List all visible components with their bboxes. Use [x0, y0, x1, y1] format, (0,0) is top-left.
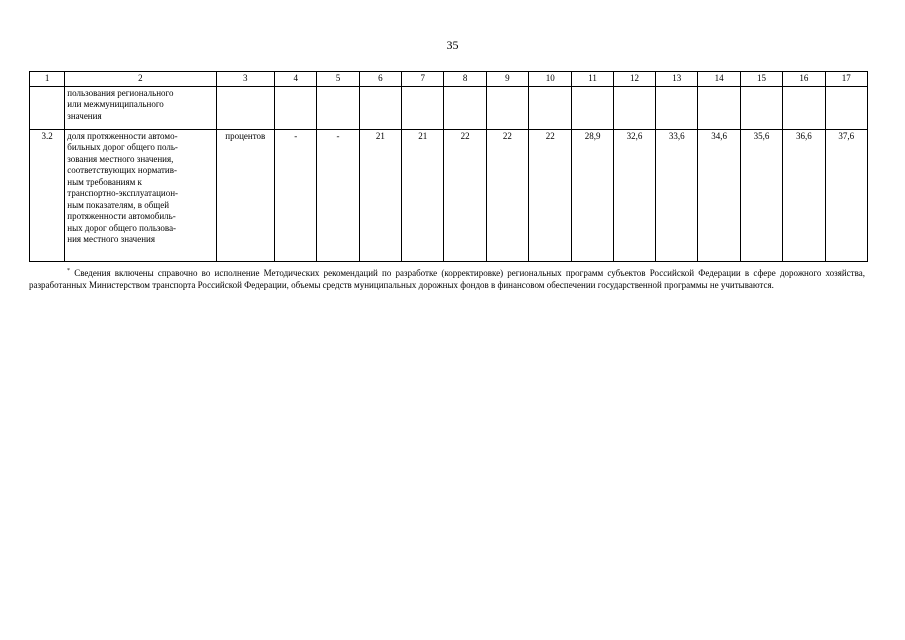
header-cell: 16: [783, 72, 825, 87]
table-row-3-2: [30, 129, 868, 261]
header-cell: 6: [359, 72, 401, 87]
value-cell: [486, 86, 528, 129]
value-cell: -: [275, 129, 317, 261]
header-cell: 4: [275, 72, 317, 87]
header-cell: 9: [486, 72, 528, 87]
header-cell: 12: [613, 72, 655, 87]
footnote: [29, 266, 865, 291]
header-cell: 3: [216, 72, 274, 87]
value-cell: 34,6: [698, 129, 740, 261]
value-cell: [825, 86, 868, 129]
footnote-paragraph: [29, 266, 865, 291]
value-cell: [783, 86, 825, 129]
header-cell: 13: [656, 72, 698, 87]
index-cell: [30, 86, 65, 129]
value-cell: [529, 86, 572, 129]
value-cell: 21: [402, 129, 444, 261]
value-cell: [275, 86, 317, 129]
header-cell: 2: [65, 72, 216, 87]
unit-cell: процентов: [216, 129, 274, 261]
value-cell: 22: [529, 129, 572, 261]
value-cell: 37,6: [825, 129, 868, 261]
value-cell: 36,6: [783, 129, 825, 261]
value-cell: [402, 86, 444, 129]
header-cell: 8: [444, 72, 486, 87]
value-cell: 21: [359, 129, 401, 261]
header-cell: 1: [30, 72, 65, 87]
indicators-table: [29, 71, 868, 262]
header-cell: 15: [740, 72, 782, 87]
footnote-text: Сведения включены справочно во исполнение Методических рекомендаций по разработке (корректировке) региональных программ субъектов Российской Федерации в сфере дорожного хозяйства, разработанных Министерством транспорта Российской Федерации, объемы средств муниципальных дорожных фондов в финансовом обеспечении государственной программы не учитываются.: [29, 268, 865, 290]
value-cell: [740, 86, 782, 129]
unit-cell: [216, 86, 274, 129]
header-cell: 5: [317, 72, 359, 87]
header-cell: 7: [402, 72, 444, 87]
value-cell: [572, 86, 613, 129]
header-cell: 17: [825, 72, 868, 87]
value-cell: [698, 86, 740, 129]
value-cell: 35,6: [740, 129, 782, 261]
description-cell: доля протяженности автомо- бильных дорог общего поль- зования местного значения, соответствующих норматив- ным требованиям к транспортно-эксплуатацион- ным показателям, в общей протяженности автомобиль- ных дорог общего пользова- ния местного значения: [65, 129, 216, 261]
value-cell: 22: [486, 129, 528, 261]
header-cell: 14: [698, 72, 740, 87]
footnote-marker: *: [67, 268, 70, 274]
value-cell: 32,6: [613, 129, 655, 261]
header-cell: 11: [572, 72, 613, 87]
value-cell: [656, 86, 698, 129]
value-cell: 22: [444, 129, 486, 261]
value-cell: -: [317, 129, 359, 261]
page-number: 35: [446, 38, 459, 52]
description-cell: пользования регионального или межмуниципального значения: [65, 86, 216, 129]
table-row-continued: [30, 86, 868, 129]
value-cell: [444, 86, 486, 129]
value-cell: [359, 86, 401, 129]
table-header-row: [30, 72, 868, 87]
value-cell: [613, 86, 655, 129]
value-cell: 28,9: [572, 129, 613, 261]
header-cell: 10: [529, 72, 572, 87]
index-cell: 3.2: [30, 129, 65, 261]
value-cell: 33,6: [656, 129, 698, 261]
value-cell: [317, 86, 359, 129]
